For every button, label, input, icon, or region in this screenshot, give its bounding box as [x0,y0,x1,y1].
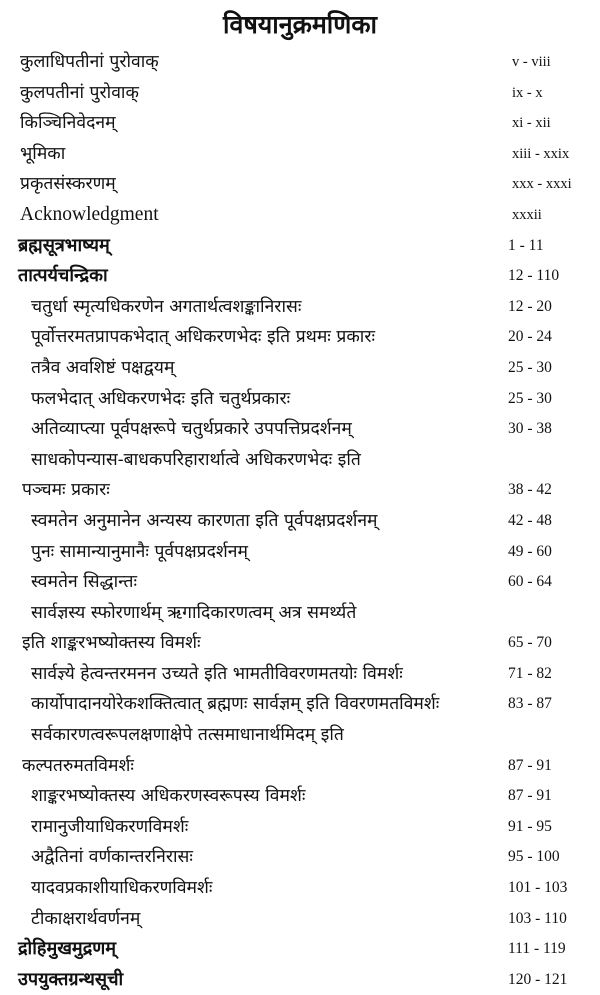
toc-entry-title: सार्वज्ञस्य स्फोरणार्थम् ऋगादिकारणत्वम् अत्र समर्थ्यते [31,602,357,623]
toc-entry [0,781,600,812]
toc-entry-pages: 87 - 91 [508,787,552,805]
toc-entry-title: तात्पर्यचन्द्रिका [18,265,108,287]
toc-entry [0,812,600,843]
toc-entry-pages: 111 - 119 [508,940,566,958]
toc-entry-pages: 87 - 91 [508,756,552,774]
toc-entry [0,322,600,353]
toc-entry-pages: ix - x [512,84,543,101]
toc-entry-title: अद्वैतिनां वर्णकान्तरनिरासः [31,847,193,868]
toc-entry [0,384,600,415]
toc-entry [0,506,600,537]
toc-entry [0,689,600,720]
toc-entry-pages: 95 - 100 [508,848,560,866]
toc-entry-title: प्रकृतसंस्करणम् [20,174,116,195]
toc-entry-pages: 71 - 82 [508,664,552,682]
toc-entry [0,842,600,873]
toc-entry-pages: xxxii [512,206,542,223]
toc-entry [0,414,600,445]
toc-entry-pages: 12 - 110 [508,267,560,285]
toc-entry-title: द्रोहिमुखमुद्रणम् [18,938,117,960]
toc-entry [0,231,600,262]
toc-entry-title: पञ्चमः प्रकारः [22,480,110,501]
toc-entry [0,169,600,200]
toc-entry-pages: 91 - 95 [508,817,552,835]
toc-entry-pages: 38 - 42 [508,481,552,499]
toc-entry-title: इति शाङ्करभष्योक्तस्य विमर्शः [22,633,201,654]
toc-entry [0,720,600,751]
toc-entry-title: चतुर्धा स्मृत्यधिकरणेन अगतार्थत्वशङ्कानिरासः [31,296,302,317]
toc-entry [0,139,600,170]
toc-entry-pages: xxx - xxxi [512,176,572,193]
page-title: विषयानुक्रमणिका [222,10,378,39]
table-of-contents [0,47,600,995]
toc-entry-title: साधकोपन्यास-बाधकपरिहारार्थात्वे अधिकरणभेदः इति [31,449,361,470]
toc-entry [0,47,600,78]
toc-entry-title: कुलाधिपतीनां पुरोवाक् [20,52,159,72]
toc-entry [0,628,600,659]
toc-entry-pages: 49 - 60 [508,542,552,560]
toc-entry-title: भूमिका [20,143,66,164]
toc-entry-title: स्वमतेन सिद्धान्तः [31,572,138,593]
toc-entry-title: किञ्चिनिवेदनम् [20,113,116,134]
toc-entry-pages: 30 - 38 [508,420,552,438]
toc-entry-pages: 25 - 30 [508,358,552,376]
toc-entry-pages: 103 - 110 [508,909,567,927]
toc-entry-title: रामानुजीयाधिकरणविमर्शः [31,816,189,837]
toc-entry-title: सर्वकारणत्वरूपलक्षणाक्षेपे तत्समाधानार्थमिदम् इति [31,725,344,746]
toc-entry-title: शाङ्करभष्योक्तस्य अधिकरणस्वरूपस्य विमर्शः [31,786,306,807]
toc-entry [0,904,600,935]
toc-entry-pages: 20 - 24 [508,328,552,346]
toc-entry [0,445,600,476]
toc-entry-title: ब्रह्मसूत्रभाष्यम् [18,234,110,256]
toc-entry [0,567,600,598]
toc-entry-title: कुलपतीनां पुरोवाक् [20,82,139,103]
toc-entry [0,537,600,568]
toc-entry [0,200,600,231]
toc-entry-pages: xiii - xxix [512,145,570,162]
toc-entry-title: पुनः सामान्यानुमानैः पूर्वपक्षप्रदर्शनम् [31,541,248,562]
toc-entry [0,965,600,995]
toc-entry [0,934,600,965]
toc-entry-pages: 101 - 103 [508,879,568,897]
toc-entry-title: स्वमतेन अनुमानेन अन्यस्य कारणता इति पूर्वपक्षप्रदर्शनम् [31,510,378,531]
toc-entry-title: अतिव्याप्त्या पूर्वपक्षरूपे चतुर्थप्रकारे उपपत्तिप्रदर्शनम् [31,419,352,440]
toc-entry-pages: 42 - 48 [508,511,552,529]
toc-entry-title: यादवप्रकाशीयाधिकरणविमर्शः [31,878,213,899]
toc-entry [0,598,600,629]
toc-entry [0,292,600,323]
toc-entry [0,108,600,139]
toc-entry [0,659,600,690]
toc-entry [0,353,600,384]
toc-entry-title: तत्रैव अवशिष्टं पक्षद्वयम् [31,357,175,378]
toc-entry [0,261,600,292]
toc-entry-title: टीकाक्षरार्थवर्णनम् [31,908,141,929]
toc-entry-pages: 60 - 64 [508,573,552,591]
toc-entry [0,751,600,782]
toc-entry [0,475,600,506]
toc-entry-title: पूर्वोत्तरमतप्रापकभेदात् अधिकरणभेदः इति प्रथमः प्रकारः [31,327,376,348]
toc-entry-pages: 83 - 87 [508,695,552,713]
toc-entry [0,873,600,904]
toc-entry-title: कल्पतरुमतविमर्शः [22,755,134,776]
toc-entry-pages: xi - xii [512,115,551,132]
toc-entry-pages: v - viii [512,54,551,70]
toc-entry-pages: 12 - 20 [508,297,552,315]
toc-entry-title: Acknowledgment [20,203,159,225]
toc-entry-title: फलभेदात् अधिकरणभेदः इति चतुर्थप्रकारः [31,388,291,409]
toc-entry-pages: 65 - 70 [508,634,552,652]
toc-entry-pages: 1 - 11 [508,236,544,254]
toc-entry-title: कार्योपादानयोरेकशक्तित्वात् ब्रह्मणः सार्वज्ञम् इति विवरणमतविमर्शः [31,694,440,715]
toc-entry-pages: 120 - 121 [508,970,568,988]
toc-entry [0,78,600,109]
toc-entry-pages: 25 - 30 [508,389,552,407]
toc-entry-title: सार्वज्ञ्ये हेत्वन्तरमनन उच्यते इति भामतीविवरणमतयोः विमर्शः [31,663,403,684]
toc-entry-title: उपयुक्तग्रन्थसूची [18,968,124,990]
